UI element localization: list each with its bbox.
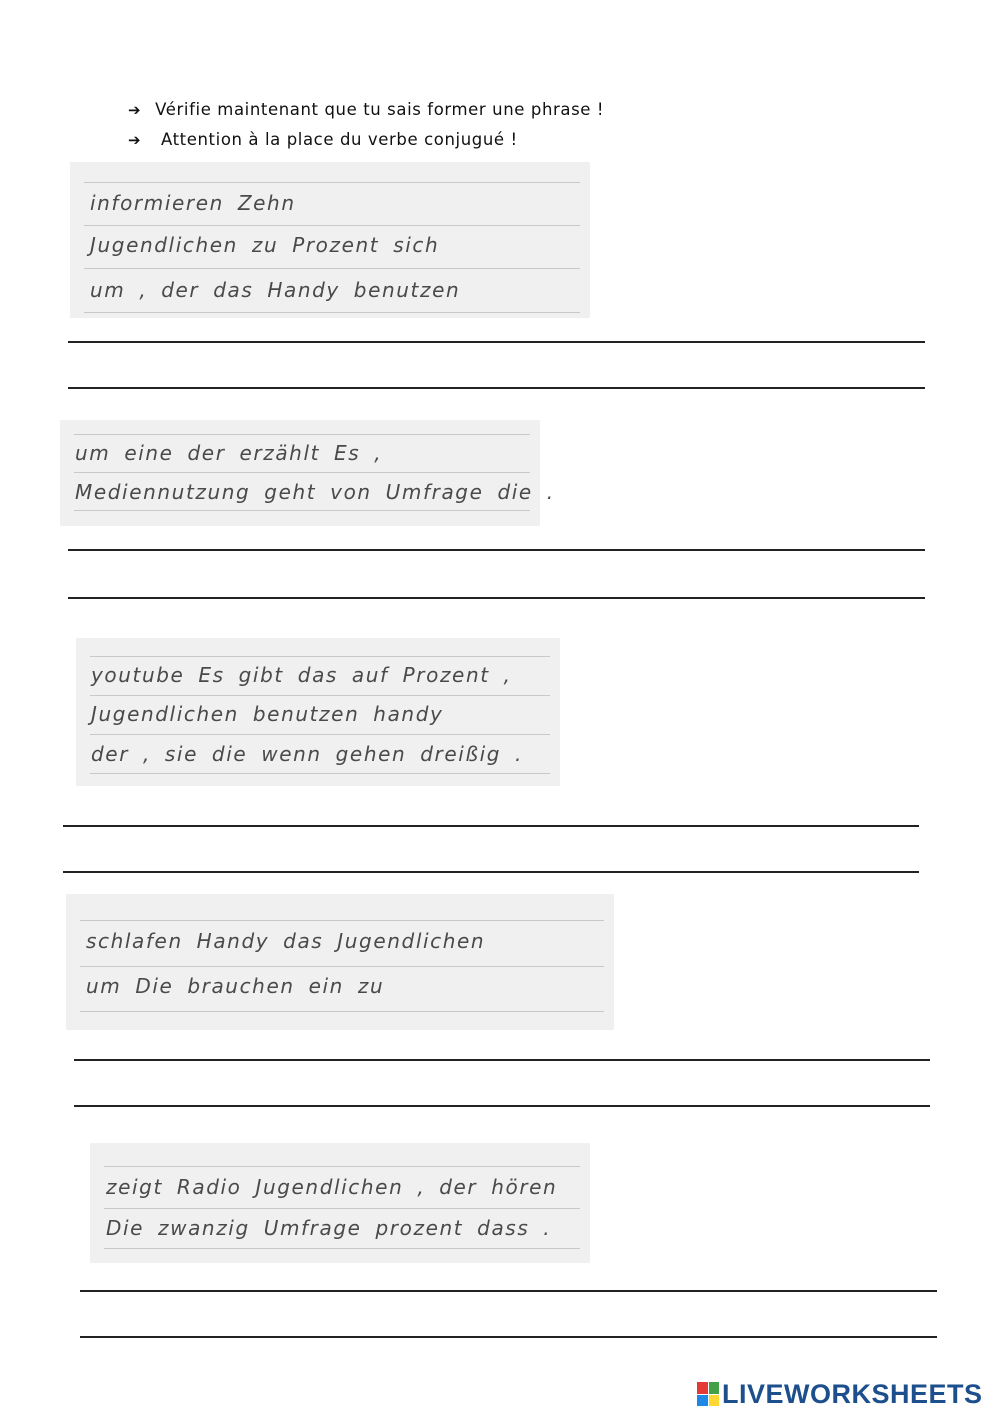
instruction-1: [128, 100, 604, 119]
word-box-5: [90, 1143, 590, 1263]
instruction-text: Attention à la place du verbe conjugué !: [155, 130, 518, 149]
word-line-text: Die zwanzig Umfrage prozent dass .: [106, 1216, 552, 1240]
answer-line[interactable]: [63, 871, 919, 873]
word-box-4: [66, 894, 614, 1030]
word-line-text: um Die brauchen ein zu: [86, 974, 385, 998]
liveworksheets-logo: [697, 1380, 983, 1408]
instruction-text: Vérifie maintenant que tu sais former une phrase !: [155, 100, 605, 119]
word-line-text: youtube Es gibt das auf Prozent ,: [91, 663, 512, 687]
instruction-2: [128, 130, 518, 149]
word-line-text: Mediennutzung geht von Umfrage die .: [75, 480, 555, 504]
answer-line[interactable]: [63, 825, 919, 827]
word-line-text: Jugendlichen benutzen handy: [91, 702, 444, 726]
word-box-3: [76, 638, 560, 786]
answer-line[interactable]: [68, 597, 925, 599]
word-line-text: um , der das Handy benutzen: [90, 278, 461, 302]
answer-line[interactable]: [80, 1290, 937, 1292]
logo-text: LIVEWORKSHEETS: [722, 1378, 983, 1409]
answer-line[interactable]: [74, 1059, 930, 1061]
word-line-text: um eine der erzählt Es ,: [75, 441, 383, 465]
word-line-text: informieren Zehn: [90, 191, 296, 215]
word-line-text: der , sie die wenn gehen dreißig .: [91, 742, 523, 766]
answer-line[interactable]: [68, 341, 925, 343]
arrow-right-icon: ➔: [128, 131, 142, 149]
word-line-text: zeigt Radio Jugendlichen , der hören: [106, 1175, 558, 1199]
answer-line[interactable]: [80, 1336, 937, 1338]
answer-line[interactable]: [68, 549, 925, 551]
answer-line[interactable]: [74, 1105, 930, 1107]
word-line-text: Jugendlichen zu Prozent sich: [90, 233, 440, 257]
answer-line[interactable]: [68, 387, 925, 389]
word-line-text: schlafen Handy das Jugendlichen: [86, 929, 486, 953]
logo-icon: [697, 1382, 719, 1406]
arrow-right-icon: ➔: [128, 101, 142, 119]
word-box-2: [60, 420, 555, 526]
word-box-1: [70, 162, 590, 318]
